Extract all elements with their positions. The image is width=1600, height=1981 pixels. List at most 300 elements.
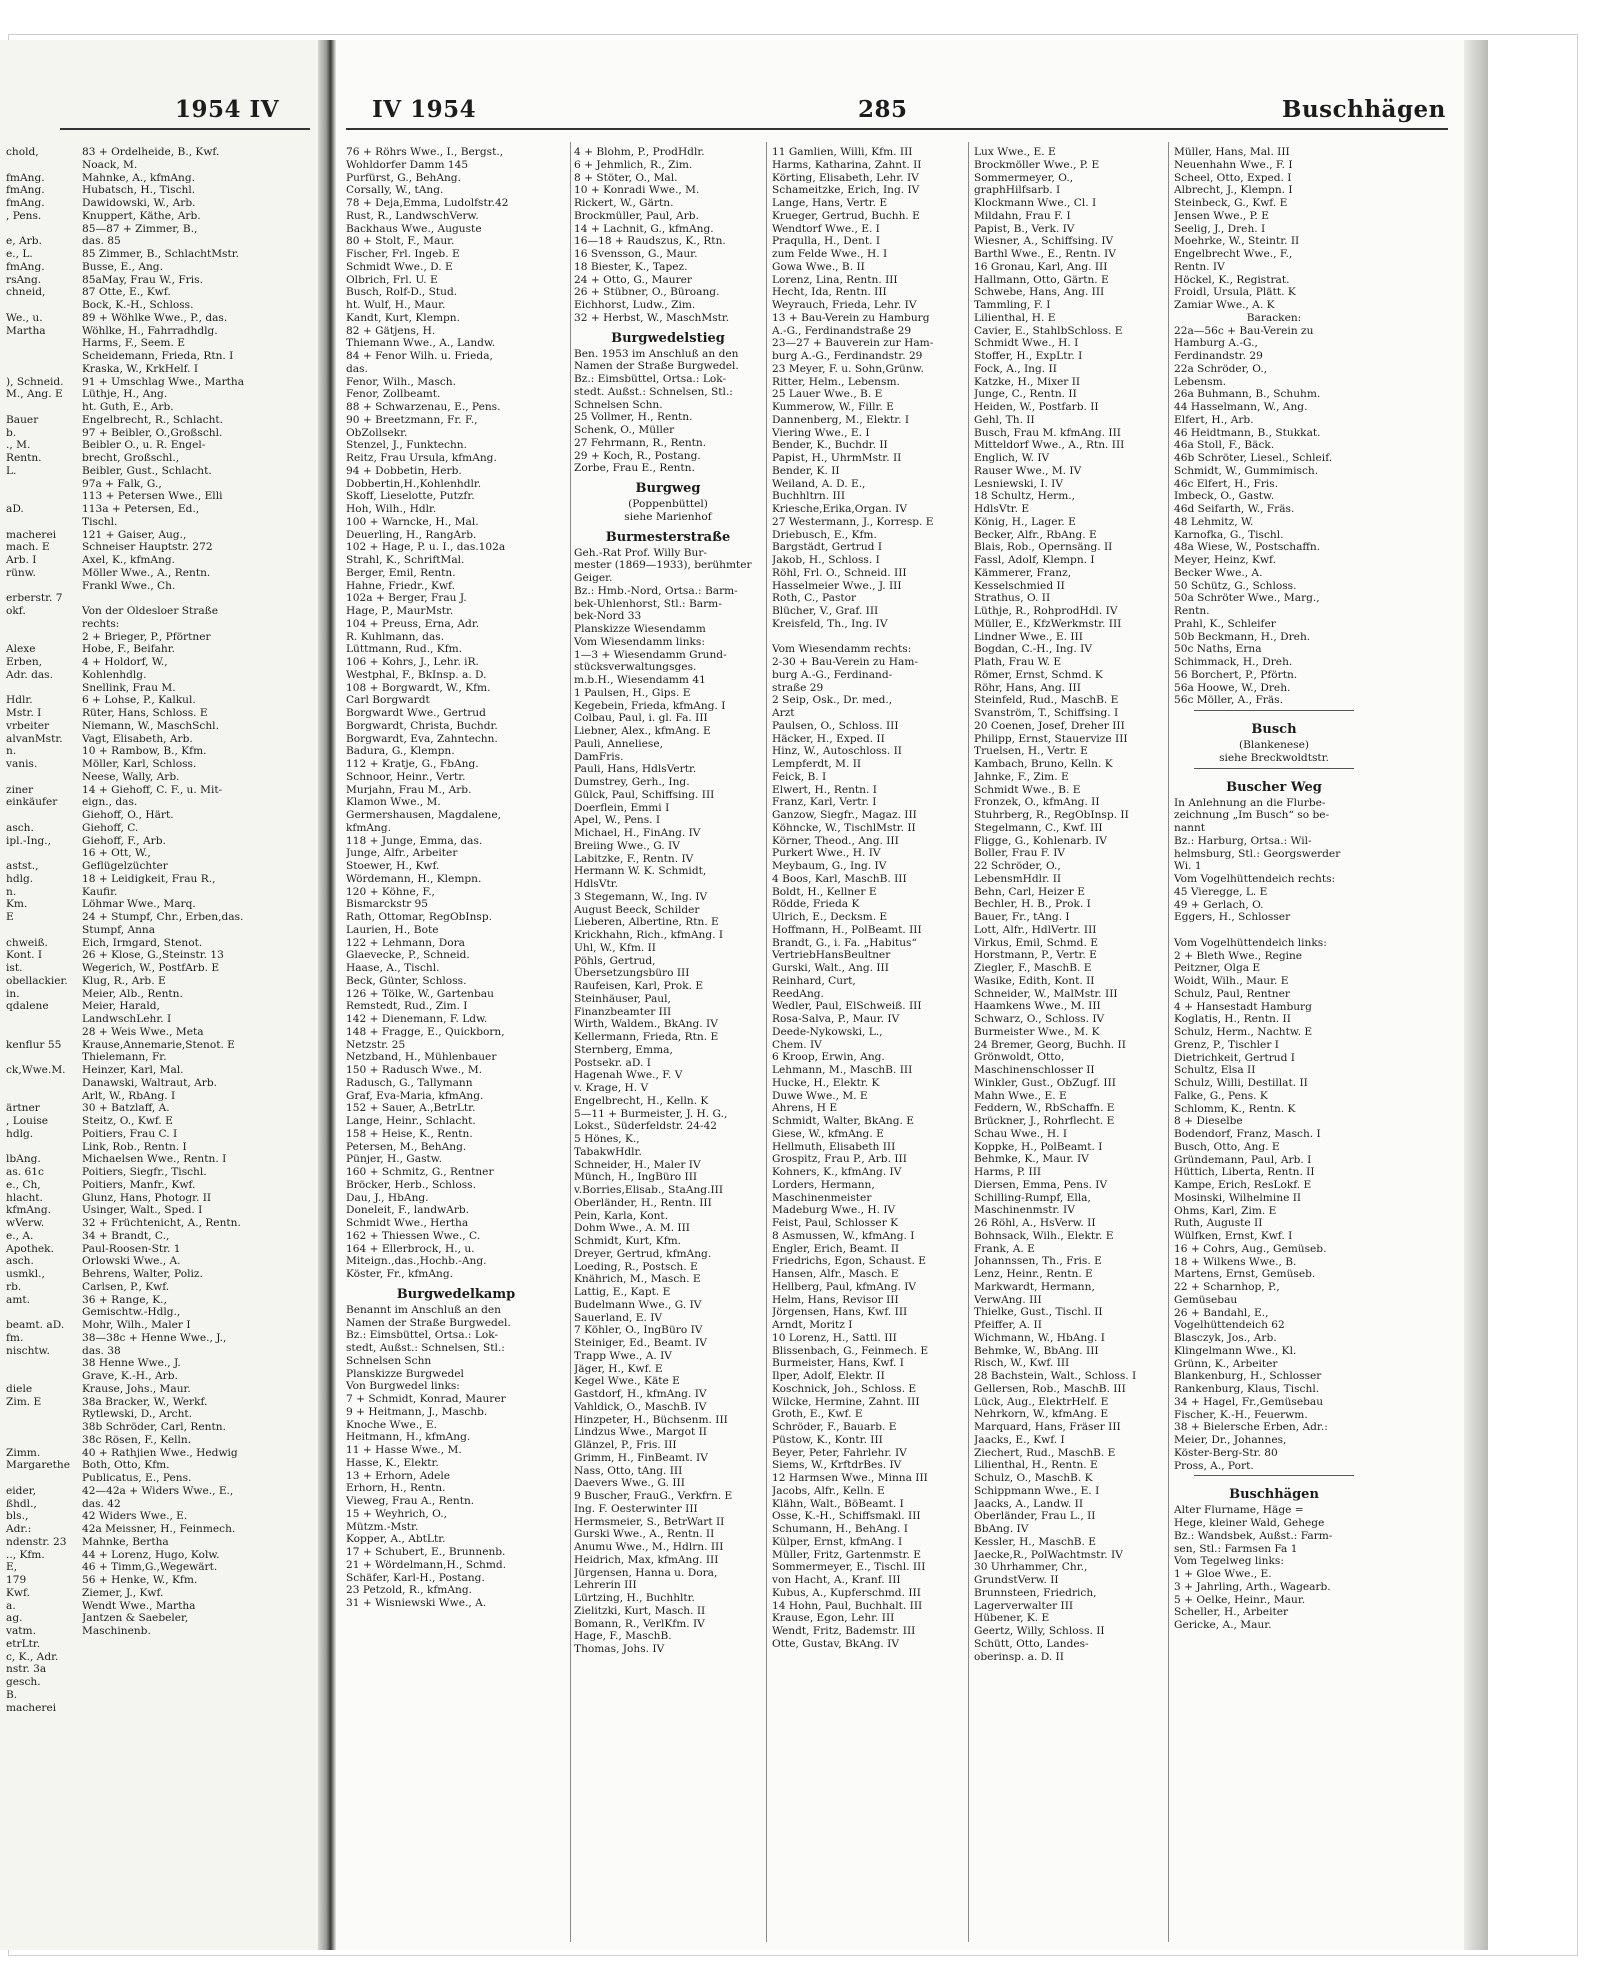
directory-entry: Bargstädt, Gertrud I [772, 541, 883, 554]
directory-entry: Johannssen, Th., Fris. E [974, 1255, 1102, 1268]
directory-entry: 6 + Lohse, P., Kalkul. [82, 694, 196, 707]
fragment-line: diele [6, 1382, 33, 1395]
directory-entry: Schwebe, Hans, Ang. III [974, 286, 1105, 299]
directory-entry: Schimmack, H., Dreh. [1174, 656, 1293, 668]
directory-entry: Gemischtw.-Hdlg., [82, 1306, 181, 1319]
directory-entry: Röhl, Frl. O., Schneid. III [772, 566, 907, 579]
directory-entry: Duwe Wwe., M. E [772, 1089, 868, 1102]
directory-entry: A.-G., Ferdinandstraße 29 [772, 324, 912, 337]
fragment-line: ndenstr. 23 [6, 1535, 67, 1548]
directory-entry: Vieweg, Frau A., Rentn. [346, 1495, 475, 1507]
directory-entry: Stumpf, Anna [82, 923, 156, 936]
directory-entry: Bz.: Eimsbüttel, Ortsa.: Lok- [574, 373, 727, 385]
directory-entry: 56a Hoowe, W., Dreh. [1174, 681, 1291, 694]
directory-entry: Klähn, Walt., BöBeamt. I [772, 1497, 904, 1510]
directory-entry: Ferdinandstr. 29 [1174, 350, 1263, 362]
directory-entry: König, H., Lager. E [974, 515, 1076, 528]
directory-entry: 9 + Heitmann, J., Maschb. [346, 1405, 488, 1418]
directory-entry: Gemüsebau [1174, 1293, 1238, 1306]
directory-entry: Uhl, W., Kfm. II [574, 941, 656, 954]
directory-column-3 [574, 146, 762, 1946]
directory-entry: Schwarz, O., Schloss. IV [974, 1013, 1105, 1025]
fragment-line: Kwf. [6, 1586, 30, 1599]
directory-entry: Ilper, Adolf, Elektr. II [772, 1370, 885, 1382]
street-heading: Burgwedelstieg [611, 330, 725, 346]
directory-entry: 32 + Früchtenicht, A., Rentn. [82, 1217, 241, 1229]
directory-entry: GrundstVerw. II [974, 1574, 1059, 1586]
directory-entry: 46d Seifarth, W., Fräs. [1174, 503, 1295, 515]
directory-entry: Trapp Wwe., A. IV [574, 1349, 672, 1362]
directory-entry: Grönwoldt, Otto, [974, 1051, 1065, 1064]
directory-entry: Ulrich, E., Decksm. E [772, 911, 888, 923]
directory-entry: 162 + Thiessen Wwe., C. [346, 1229, 481, 1242]
directory-entry: Wasike, Edith, Kont. II [974, 974, 1095, 987]
directory-entry: Vahldick, O., MaschB. IV [574, 1400, 707, 1413]
page-year-header: IV 1954 [372, 96, 477, 123]
directory-entry: Schneider, H., Maler IV [574, 1158, 701, 1171]
directory-entry: Lokst., Süderfeldstr. 24-42 [574, 1120, 718, 1133]
directory-entry: 28 + Weis Wwe., Meta [82, 1025, 204, 1038]
directory-entry: Müller, Hans, Mal. III [1174, 146, 1290, 158]
directory-entry: Gowa Wwe., B. II [772, 260, 865, 273]
directory-entry: 5 Hönes, K., [574, 1133, 640, 1145]
directory-entry: 5—11 + Burmeister, J. H. G., [574, 1107, 728, 1120]
directory-entry: Germershausen, Magdalene, [346, 809, 501, 821]
directory-entry: Breiing Wwe., G. IV [574, 839, 680, 852]
directory-entry: August Beeck, Schilder [574, 903, 700, 916]
fragment-line: e, Arb. [6, 235, 42, 248]
directory-entry: Kummerow, W., Fillr. E [772, 401, 894, 413]
directory-entry: Neese, Wally, Arb. [82, 770, 180, 783]
directory-entry: Dreyer, Gertrud, kfmAng. [574, 1247, 712, 1260]
directory-entry: Wördemann, H., Klempn. [346, 872, 482, 885]
directory-entry: 90 + Breetzmann, Fr. F., [346, 413, 478, 426]
directory-entry: Radusch, G., Tallymann [346, 1076, 473, 1089]
fragment-line: Alexe [6, 643, 36, 656]
directory-entry: 14 + Giehoff, C. F., u. Mit- [82, 783, 223, 796]
street-heading: Burgweg [635, 481, 701, 496]
directory-entry: Hinzpeter, H., Büchsenm. III [574, 1413, 728, 1426]
directory-entry: Schulz, Willi, Destillat. II [1174, 1077, 1308, 1089]
directory-entry: Hasselmeier Wwe., J. III [772, 579, 902, 592]
directory-entry: Stenzel, J., Funktechn. [346, 439, 467, 452]
directory-entry: Vagt, Elisabeth, Arb. [82, 732, 193, 745]
directory-entry: Both, Otto, Kfm. [82, 1459, 170, 1472]
directory-entry: Geflügelzüchter [82, 860, 168, 872]
directory-entry: Falke, G., Pens. K [1174, 1089, 1268, 1102]
fragment-line: Km. [6, 898, 28, 911]
fragment-line: chneid, [6, 286, 46, 299]
directory-entry: Häcker, H., Exped. II [772, 732, 885, 745]
directory-entry: Seelig, J., Dreh. I [1174, 222, 1266, 235]
directory-entry: 45 Vieregge, L. E [1174, 885, 1268, 898]
fragment-line: vrbeiter [6, 719, 50, 732]
street-heading: Burmesterstraße [605, 529, 731, 545]
directory-entry: Mahn Wwe., E. E [974, 1089, 1067, 1102]
directory-entry: Thiemann Wwe., A., Landw. [346, 337, 496, 350]
directory-entry: Rytlewski, D., Archt. [82, 1408, 193, 1421]
directory-entry: Haase, A., Tischl. [346, 962, 440, 974]
directory-entry: Heiden, W., Postfarb. II [974, 401, 1099, 413]
directory-entry: 48a Wiese, W., Postschaffn. [1174, 541, 1321, 554]
directory-entry: Scheller, H., Arbeiter [1174, 1606, 1289, 1619]
directory-entry: Wilcke, Hermine, Zahnt. III [772, 1395, 920, 1408]
directory-entry: 34 + Hagel, Fr.,Gemüsebau [1174, 1395, 1324, 1408]
directory-entry: Schilling-Rumpf, Ella, [974, 1191, 1091, 1204]
directory-entry: Postsekr. aD. I [574, 1056, 651, 1069]
directory-entry: Pünjer, H., Gastw. [346, 1153, 442, 1166]
directory-entry: Becker Wwe., A. [1174, 566, 1263, 579]
directory-entry: Dobbertin,H.,Kohlenhdlr. [346, 477, 482, 490]
directory-entry: Marquard, Hans, Fräser III [974, 1421, 1121, 1433]
directory-entry: Blais, Rob., Opernsäng. II [974, 541, 1113, 554]
directory-entry: Schneider, W., MalMstr. III [974, 987, 1118, 1000]
fragment-line: , Louise [6, 1115, 49, 1127]
directory-entry: 22 Schröder, O., [974, 860, 1061, 872]
directory-entry: Remstedt, Rud., Zim. I [346, 1000, 468, 1013]
directory-entry: Blasczyk, Jos., Arb. [1174, 1332, 1277, 1344]
directory-entry: Meier, Dr., Johannes, [1174, 1434, 1287, 1446]
directory-entry: 152 + Sauer, A.,BetrLtr. [346, 1102, 476, 1115]
directory-entry: VerwAng. III [974, 1293, 1042, 1306]
directory-entry: 4 + Blohm, P., ProdHdlr. [574, 146, 705, 158]
fragment-line: mach. E [6, 541, 50, 554]
directory-entry: Tischl. [82, 515, 118, 528]
directory-entry: 16 Svensson, G., Maur. [574, 248, 698, 260]
directory-entry: Stoewer, H., Kwf. [346, 860, 440, 872]
directory-entry: Ruth, Auguste II [1174, 1217, 1263, 1230]
directory-entry: Lilienthal, H., Rentn. E [974, 1459, 1098, 1472]
directory-entry: 32 + Herbst, W., MaschMstr. [574, 311, 730, 324]
directory-entry: Schmidt Wwe., D. E [346, 260, 453, 273]
directory-entry: Eich, Irmgard, Stenot. [82, 936, 203, 949]
left-page-header: 1954 IV [175, 96, 280, 123]
directory-entry: 6 Kroop, Erwin, Ang. [772, 1051, 885, 1064]
directory-entry: Grimm, H., FinBeamt. IV [574, 1451, 708, 1464]
fragment-line: qdalene [6, 1000, 49, 1013]
directory-entry: 38b Schröder, Carl, Rentn. [82, 1421, 226, 1433]
directory-entry: Publicatus, E., Pens. [82, 1472, 192, 1484]
directory-entry: Vom Wiesendamm links: [574, 635, 705, 648]
directory-entry: 16 + Ott, W., [82, 847, 151, 860]
directory-entry: Miteign.,das.,Hochb.-Ang. [346, 1255, 487, 1268]
directory-entry: 24 + Otto, G., Maurer [574, 273, 692, 286]
book-gutter [318, 40, 336, 1950]
directory-entry: bek-Uhlenhorst, Stl.: Barm- [574, 597, 722, 610]
directory-entry: 4 Boos, Karl, MaschB. III [772, 872, 907, 885]
directory-entry: Römer, Ernst, Schmd. K [974, 668, 1103, 681]
directory-entry: 26 Röhl, A., HsVerw. II [974, 1217, 1096, 1229]
directory-entry: das. [346, 362, 368, 375]
fragment-line: asch. [6, 1255, 34, 1268]
directory-entry: Mohr, Wilh., Maler I [82, 1319, 191, 1331]
directory-entry: Arndt, Moritz I [772, 1319, 853, 1331]
directory-entry: 38 Henne Wwe., J. [82, 1357, 181, 1370]
directory-entry: Ritter, Helm., Lebensm. [772, 375, 900, 388]
directory-entry: Virkus, Emil, Schmd. E [974, 936, 1098, 949]
directory-entry: 38a Bracker, W., Werkf. [82, 1395, 208, 1408]
directory-entry: Meybaum, G., Ing. IV [772, 860, 887, 872]
directory-entry: 1—3 + Wiesendamm Grund- [574, 648, 727, 661]
directory-entry: Anumu Wwe., M., Hdlrn. III [574, 1541, 724, 1553]
directory-entry: Hagenah Wwe., F. V [574, 1069, 683, 1082]
directory-entry: 2-30 + Bau-Verein zu Ham- [772, 656, 918, 668]
directory-entry: 16 + Cohrs, Aug., Gemüseb. [1174, 1242, 1327, 1255]
directory-entry: Arlt, W., RbAng. I [82, 1089, 176, 1102]
directory-entry: Tammling, F. I [974, 299, 1051, 311]
directory-entry: 78 + Deja,Emma, Ludolfstr.42 [346, 197, 509, 209]
directory-column-2 [346, 146, 566, 1946]
directory-entry: Grave, K.-H., Arb. [82, 1370, 178, 1382]
directory-entry: Burmeister, Hans, Kwf. I [772, 1357, 904, 1370]
fragment-line: .., Kfm. [6, 1548, 45, 1561]
directory-entry: Schütt, Otto, Landes- [974, 1637, 1089, 1650]
directory-entry: Katzke, H., Mixer II [974, 375, 1081, 388]
directory-entry: 85aMay, Frau W., Fris. [82, 273, 203, 286]
directory-column-5 [974, 146, 1164, 1946]
directory-entry: ObZollsekr. [346, 426, 408, 439]
directory-entry: 97a + Falk, G., [82, 477, 162, 490]
directory-entry: Gastdorf, H., kfmAng. IV [574, 1388, 707, 1400]
street-note: (Blankenese) [1238, 739, 1310, 751]
directory-entry: 16 Gronau, Karl, Ang. III [974, 260, 1108, 273]
directory-entry: 10 + Rambow, B., Kfm. [82, 745, 207, 758]
directory-entry: 1 + Gloe Wwe., E. [1174, 1568, 1272, 1580]
directory-entry: Prahl, K., Schleifer [1174, 617, 1276, 630]
fragment-line: hdlg. [6, 1127, 34, 1140]
directory-entry: Püstow, K., Kontr. III [772, 1433, 883, 1446]
directory-entry: 94 + Dobbetin, Herb. [346, 464, 462, 477]
fragment-line: macherei [6, 528, 57, 541]
directory-entry: Zamiar Wwe., A. K [1174, 299, 1275, 311]
street-heading: Busch [1251, 722, 1297, 737]
directory-entry: Ziechert, Rud., MaschB. E [974, 1446, 1116, 1459]
directory-entry: Kohners, K., kfmAng. IV [772, 1166, 902, 1178]
directory-entry: 7 Köhler, O., IngBüro IV [574, 1324, 703, 1337]
directory-entry: Glänzel, P., Fris. III [574, 1439, 677, 1451]
directory-entry: Wendt Wwe., Martha [82, 1599, 196, 1612]
directory-entry: 4 + Holdorf, W., [82, 656, 168, 668]
directory-entry: Hage, P., MaurMstr. [346, 605, 454, 617]
directory-entry: Praqulla, H., Dent. I [772, 235, 881, 248]
directory-entry: 50c Naths, Erna [1174, 643, 1262, 656]
directory-entry: Sternberg, Emma, [574, 1043, 673, 1056]
directory-entry: kfmAng. [346, 821, 392, 834]
directory-entry: Hellmuth, Elisabeth III [772, 1140, 896, 1153]
directory-entry: Skoff, Lieselotte, Putzfr. [346, 490, 475, 503]
directory-entry: Kegel Wwe., Käte E [574, 1375, 680, 1388]
directory-entry: Hage, F., MaschB. [574, 1630, 672, 1643]
directory-entry: Hellberg, Paul, kfmAng. IV [772, 1280, 917, 1293]
directory-entry: oberinsp. a. D. II [974, 1650, 1064, 1663]
fragment-line: wVerw. [6, 1217, 45, 1229]
directory-entry: 46 Heidtmann, B., Stukkat. [1174, 426, 1321, 439]
directory-entry: Schulz, O., MaschB. K [974, 1472, 1093, 1484]
directory-entry: HdlsVtr. E [974, 503, 1030, 515]
directory-entry: 3 Stegemann, W., Ing. IV [574, 890, 708, 903]
directory-entry: Lux Wwe., E. E [974, 146, 1056, 158]
directory-entry: Dannenberg, M., Elektr. I [772, 413, 910, 426]
directory-entry: Loeding, R., Postsch. E [574, 1260, 698, 1273]
directory-entry: Schau Wwe., H. I [974, 1127, 1068, 1140]
directory-entry: VertriebHansBeultner [772, 949, 891, 962]
directory-entry: 12 Harmsen Wwe., Minna III [772, 1472, 928, 1484]
directory-entry: Haamkens Wwe., M. III [974, 1000, 1101, 1013]
directory-entry: Purkert Wwe., H. IV [772, 847, 881, 860]
directory-entry: Maschinenschlosser II [974, 1064, 1095, 1076]
directory-entry: 10 + Konradi Wwe., M. [574, 184, 700, 197]
directory-entry: Daevers Wwe., G. III [574, 1477, 685, 1490]
directory-entry: Paul-Roosen-Str. 1 [82, 1242, 181, 1255]
fragment-line: in. [6, 987, 20, 1000]
directory-entry: Blücher, V., Graf. III [772, 605, 879, 617]
directory-entry: Liebner, Alex., kfmAng. E [574, 725, 711, 737]
directory-entry: Brückner, J., Rohrflecht. E [974, 1115, 1115, 1127]
directory-entry: Vom Vogelhüttendeich links: [1174, 936, 1327, 949]
directory-entry: Knoche Wwe., E. [346, 1418, 437, 1431]
directory-entry: 4 + Hansestadt Hamburg [1174, 1000, 1312, 1013]
column-rule [766, 142, 767, 1942]
directory-entry: Orlowski Wwe., A. [82, 1255, 181, 1268]
street-note: siehe Breckwoldtstr. [1219, 751, 1329, 764]
directory-entry: Jaacks, E., Kwf. I [974, 1433, 1065, 1446]
directory-entry: das. 42 [82, 1497, 121, 1510]
directory-entry: Behmke, W., BbAng. III [974, 1344, 1099, 1357]
directory-entry: 5 + Oelke, Heinr., Maur. [1174, 1593, 1306, 1606]
directory-entry: 148 + Fragge, E., Quickborn, [346, 1025, 505, 1038]
directory-entry: Markwardt, Hermann, [974, 1280, 1095, 1293]
directory-entry: Wöhlke, H., Fahrradhdlg. [82, 324, 218, 337]
fragment-line: n. [6, 745, 17, 758]
directory-entry: Benannt im Anschluß an den [346, 1303, 501, 1316]
directory-entry: Fligge, G., Kohlenarb. IV [974, 834, 1107, 847]
directory-entry: Hobe, F., Beifahr. [82, 643, 175, 656]
directory-entry: 97 + Beibler, O.,Großschl. [82, 426, 223, 439]
fragment-line: fmAng. [6, 260, 45, 273]
fragment-line: rünw. [6, 566, 36, 579]
directory-entry: Klamon Wwe., M. [346, 796, 441, 809]
directory-entry: Giehoff, F., Arb. [82, 834, 166, 847]
directory-entry: Oberländer, Frau L., II [974, 1510, 1096, 1523]
directory-entry: 9 Buscher, FrauG., Verkfrn. E [574, 1490, 733, 1502]
directory-entry: Gehl, Th. II [974, 413, 1035, 426]
directory-entry: 26 + Klose, G.,Steinstr. 13 [82, 949, 224, 962]
directory-entry: 23 Petzold, R., kfmAng. [346, 1584, 472, 1597]
directory-entry: Klingelmann Wwe., Kl. [1174, 1344, 1297, 1357]
directory-entry: Lorders, Hermann, [772, 1178, 875, 1191]
directory-entry: Arzt [772, 707, 795, 719]
directory-entry: Grospitz, Frau P., Arb. III [772, 1153, 907, 1166]
directory-entry: 112 + Kratje, G., FbAng. [346, 758, 479, 770]
directory-entry: Hermsmeier, S., BetrWart II [574, 1515, 725, 1528]
directory-entry: Übersetzungsbüro III [574, 967, 690, 980]
directory-entry: Krause,Annemarie,Stenot. E [82, 1038, 235, 1051]
directory-entry: 27 Fehrmann, R., Rentn. [574, 436, 707, 449]
directory-entry: Röhr, Hans, Ang. III [974, 681, 1081, 694]
fragment-line: e., A. [6, 1229, 34, 1242]
directory-entry: zeichnung „Im Busch“ so be- [1174, 809, 1330, 822]
directory-entry: 8 + Dieselbe [1174, 1115, 1243, 1128]
directory-entry: 46a Stoll, F., Bäck. [1174, 439, 1275, 452]
directory-entry: 22a Schröder, O., [1174, 362, 1268, 375]
directory-entry: 46c Elfert, H., Fris. [1174, 477, 1279, 490]
directory-entry: Netzband, H., Mühlenbauer [346, 1051, 497, 1064]
directory-entry: 85—87 + Zimmer, B., [82, 222, 198, 235]
directory-entry: Hermann W. K. Schmidt, [574, 865, 707, 878]
directory-entry: Schmidt, Walter, BkAng. E [772, 1115, 914, 1127]
directory-entry: 150 + Radusch Wwe., M. [346, 1064, 483, 1076]
directory-entry: Carlsen, P., Kwf. [82, 1280, 170, 1293]
fragment-line: b. [6, 426, 17, 439]
directory-entry: 38 + Bielersche Erben, Adr.: [1174, 1421, 1328, 1434]
directory-entry: Jäger, H., Kwf. E [574, 1362, 663, 1375]
directory-entry: Weiland, A. D. E., [772, 477, 866, 490]
directory-entry: Ziemer, J., Kwf. [82, 1586, 164, 1599]
directory-entry: Rankenburg, Klaus, Tischl. [1174, 1383, 1320, 1395]
directory-entry: Mahnke, Bertha [82, 1535, 169, 1548]
directory-entry: Viering Wwe., E. I [772, 426, 870, 439]
directory-entry: Scheidemann, Frieda, Rtn. I [82, 350, 234, 362]
directory-entry: 108 + Borgwardt, W., Kfm. [346, 681, 491, 694]
fragment-line: amt. [6, 1293, 30, 1306]
directory-entry: Lange, Heinr., Schlacht. [346, 1115, 476, 1127]
directory-entry: Nehrkorn, W., kfmAng. E [974, 1408, 1109, 1421]
directory-entry: Winkler, Gust., ObZugf. III [974, 1076, 1116, 1089]
directory-entry: Murjahn, Frau M., Arb. [346, 783, 472, 796]
column-rule [570, 142, 571, 1942]
page-number: 285 [858, 96, 908, 123]
directory-entry: 142 + Dienemann, F. Ldw. [346, 1013, 488, 1025]
fragment-line: c, K., Adr. [6, 1650, 59, 1663]
directory-entry: Poitiers, Manfr., Kwf. [82, 1178, 196, 1191]
directory-entry: Busch, Rolf-D., Stud. [346, 286, 458, 299]
directory-entry: Steinbeck, G., Kwf. E [1174, 197, 1288, 209]
directory-entry: Rath, Ottomar, RegObInsp. [346, 911, 493, 923]
directory-entry: Madeburg Wwe., H. IV [772, 1204, 896, 1217]
directory-entry: Bauer, Fr., tAng. I [974, 911, 1070, 923]
directory-entry: Hamburg A.-G., [1174, 337, 1258, 350]
directory-entry: 13 + Bau-Verein zu Hamburg [772, 311, 930, 324]
directory-entry: Busch, Otto, Ang. E [1174, 1140, 1280, 1153]
directory-entry: Paulsen, O., Schloss. III [772, 719, 899, 732]
directory-entry: Elfert, H., Arb. [1174, 413, 1254, 426]
directory-entry: Bogdan, C.-H., Ing. IV [974, 643, 1092, 656]
directory-entry: Wendt, Fritz, Bademstr. III [772, 1625, 916, 1637]
directory-entry: Kambach, Bruno, Kelln. K [974, 758, 1113, 770]
directory-entry: 10 Lorenz, H., Sattl. III [772, 1331, 897, 1344]
directory-entry: 122 + Lehmann, Dora [346, 936, 465, 949]
directory-entry: Gurski Wwe., A., Rentn. II [574, 1528, 715, 1541]
directory-entry: 8 + Stöter, O., Mal. [574, 171, 678, 184]
directory-entry: 28 Bachstein, Walt., Schloss. I [974, 1370, 1137, 1382]
directory-entry: 21 + Wördelmann,H., Schmd. [346, 1558, 507, 1571]
fragment-line: M., Ang. E [6, 388, 63, 401]
directory-entry: Mitteldorf Wwe., A., Rtn. III [974, 439, 1125, 452]
directory-entry: Deuerling, H., RangArb. [346, 528, 477, 541]
fragment-line: ßhdl., [6, 1497, 37, 1510]
directory-entry: Dumstrey, Gerh., Ing. [574, 776, 690, 788]
fragment-line: Martha [6, 324, 46, 337]
fragment-line: kfmAng. [6, 1204, 52, 1217]
directory-entry: Niemann, W., MaschSchl. [82, 719, 219, 732]
directory-entry: Schmidt Wwe., H. I [974, 337, 1079, 350]
directory-entry: Mützm.-Mstr. [346, 1520, 419, 1533]
directory-entry: Krueger, Gertrud, Buchh. E [772, 209, 920, 222]
directory-entry: Harms, F., Seem. E [82, 337, 185, 350]
directory-entry: 30 Uhrhammer, Chr., [974, 1561, 1088, 1574]
directory-entry: Backhaus Wwe., Auguste [346, 222, 482, 235]
directory-entry: Purfürst, G., BehAng. [346, 171, 461, 184]
